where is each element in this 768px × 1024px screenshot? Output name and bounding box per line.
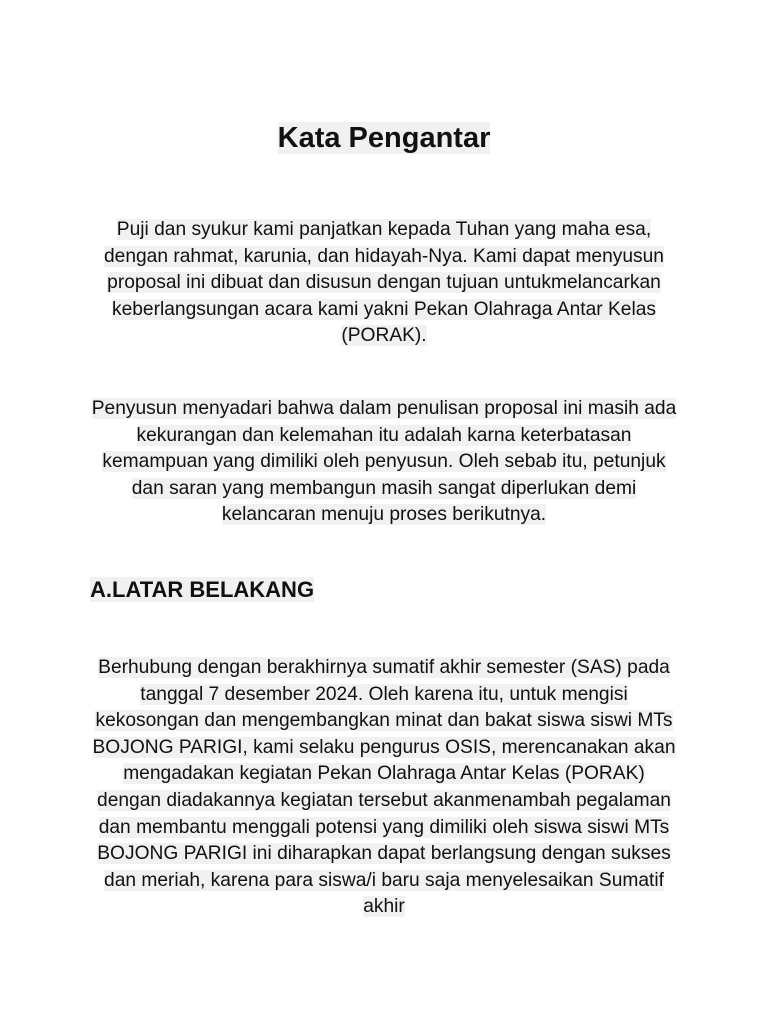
page-title bbox=[0, 119, 768, 157]
section-heading-latar-belakang bbox=[90, 575, 314, 605]
intro-paragraph-1-text: Puji dan syukur kami panjatkan kepada Tuhan yang maha esa, dengan rahmat, karunia, dan hidayah-Nya. Kami dapat menyusun proposal ini dibuat dan disusun dengan tujuan untukmelancarkan keberlangsungan acara kami yakni Pekan Olahraga Antar Kelas (PORAK). bbox=[104, 219, 664, 347]
intro-paragraph-2 bbox=[90, 396, 678, 529]
intro-paragraph-2-text: Penyusun menyadari bahwa dalam penulisan proposal ini masih ada kekurangan dan kelemahan itu adalah karna keterbatasan kemampuan yang dimiliki oleh penyusun. Oleh sebab itu, petunjuk dan saran yang membangun masih sangat diperlukan demi kelancaran menuju proses berikutnya. bbox=[91, 398, 677, 526]
latar-belakang-paragraph-text: Berhubung dengan berakhirnya sumatif akhir semester (SAS) pada tanggal 7 desember 2024. Oleh karena itu, untuk mengisi kekosongan dan mengembangkan minat dan bakat siswa siswi MTs BOJONG PARIGI, kami selaku pengurus OSIS, merencanakan akan mengadakan kegiatan Pekan Olahraga Antar Kelas (PORAK) dengan diadakannya kegiatan tersebut akanmenambah pegalaman dan membantu menggali potensi yang dimiliki oleh siswa siswi MTs BOJONG PARIGI ini diharapkan dapat berlangsung dengan sukses dan meriah, karena para siswa/i baru saja menyelesaikan Sumatif akhir bbox=[92, 657, 676, 918]
latar-belakang-paragraph bbox=[90, 655, 678, 921]
intro-paragraph-1 bbox=[90, 217, 678, 350]
page-title-text: Kata Pengantar bbox=[277, 122, 491, 154]
section-heading-text: A.LATAR BELAKANG bbox=[90, 577, 315, 602]
